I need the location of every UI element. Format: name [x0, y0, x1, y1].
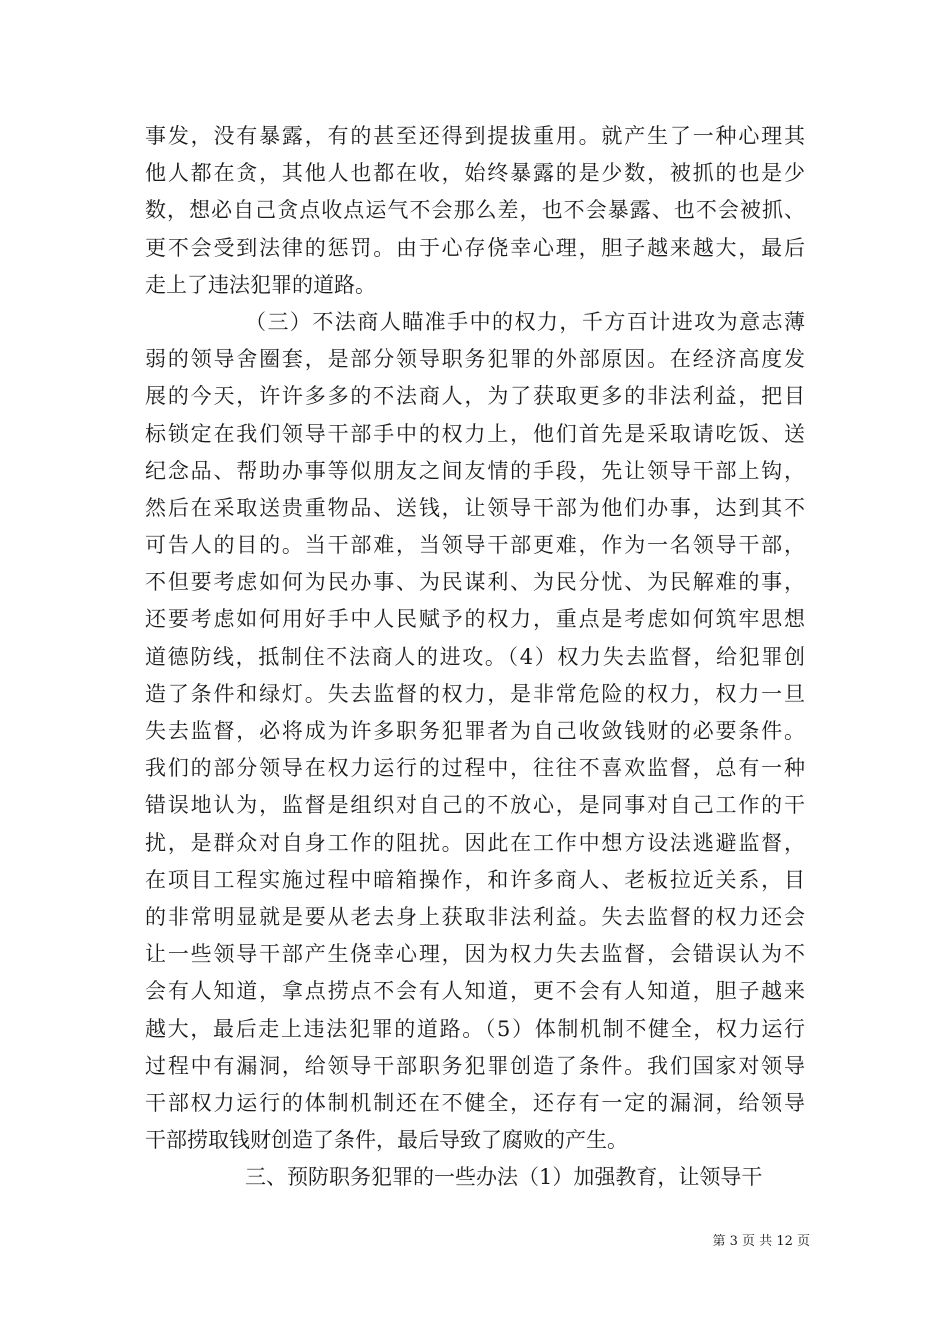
text-line: 会有人知道，拿点捞点不会有人知道，更不会有人知道，胆子越来	[145, 979, 805, 1004]
text-line: 干部权力运行的体制机制还在不健全，还存有一定的漏洞，给领导	[145, 1090, 805, 1115]
text-line: 数，想必自己贪点收点运气不会那么差，也不会暴露、也不会被抓、	[145, 198, 805, 223]
text-line: 展的今天，许许多多的不法商人，为了获取更多的非法利益，把目	[145, 384, 805, 409]
text-line: （三）不法商人瞄准手中的权力，千方百计进攻为意志薄	[245, 309, 805, 334]
text-line: 越大，最后走上违法犯罪的道路。（5）体制机制不健全，权力运行	[145, 1016, 805, 1041]
text-line: 让一些领导干部产生侥幸心理，因为权力失去监督，会错误认为不	[145, 942, 805, 967]
text-line: 造了条件和绿灯。失去监督的权力，是非常危险的权力，权力一旦	[145, 681, 805, 706]
text-line: 道德防线，抵制住不法商人的进攻。（4）权力失去监督，给犯罪创	[145, 644, 805, 669]
text-line: 走上了违法犯罪的道路。	[145, 272, 376, 297]
text-line: 事发，没有暴露，有的甚至还得到提拔重用。就产生了一种心理其	[145, 124, 805, 148]
text-line: 的非常明显就是要从老去身上获取非法利益。失去监督的权力还会	[145, 904, 805, 929]
text-line: 干部捞取钱财创造了条件，最后导致了腐败的产生。	[145, 1128, 628, 1153]
text-line: 错误地认为，监督是组织对自己的不放心，是同事对自己工作的干	[145, 793, 805, 818]
text-line: 三、预防职务犯罪的一些办法（1）加强教育，让领导干	[245, 1165, 763, 1190]
text-line: 失去监督，必将成为许多职务犯罪者为自己收敛钱财的必要条件。	[145, 719, 805, 743]
text-line: 纪念品、帮助办事等似朋友之间友情的手段，先让领导干部上钩，	[145, 458, 805, 483]
text-line: 还要考虑如何用好手中人民赋予的权力，重点是考虑如何筑牢思想	[145, 607, 805, 632]
text-line: 在项目工程实施过程中暗箱操作，和许多商人、老板拉近关系，目	[145, 867, 805, 892]
text-line: 然后在采取送贵重物品、送钱，让领导干部为他们办事，达到其不	[145, 495, 805, 520]
text-line: 标锁定在我们领导干部手中的权力上，他们首先是采取请吃饭、送	[145, 421, 805, 446]
text-line: 他人都在贪，其他人也都在收，始终暴露的是少数，被抓的也是少	[145, 161, 805, 186]
text-line: 扰，是群众对自身工作的阻扰。因此在工作中想方设法逃避监督，	[145, 830, 805, 855]
text-line: 我们的部分领导在权力运行的过程中，往往不喜欢监督，总有一种	[145, 756, 805, 781]
text-line: 过程中有漏洞，给领导干部职务犯罪创造了条件。我们国家对领导	[145, 1053, 805, 1078]
body-text	[145, 118, 805, 1196]
text-line: 更不会受到法律的惩罚。由于心存侥幸心理，胆子越来越大，最后	[145, 235, 805, 260]
text-line: 可告人的目的。当干部难，当领导干部更难，作为一名领导干部，	[145, 533, 805, 558]
page-number: 第 3 页 共 12 页	[712, 1234, 810, 1249]
text-line: 弱的领导舍圈套，是部分领导职务犯罪的外部原因。在经济高度发	[145, 347, 805, 372]
text-line: 不但要考虑如何为民办事、为民谋利、为民分忧、为民解难的事，	[145, 570, 805, 595]
